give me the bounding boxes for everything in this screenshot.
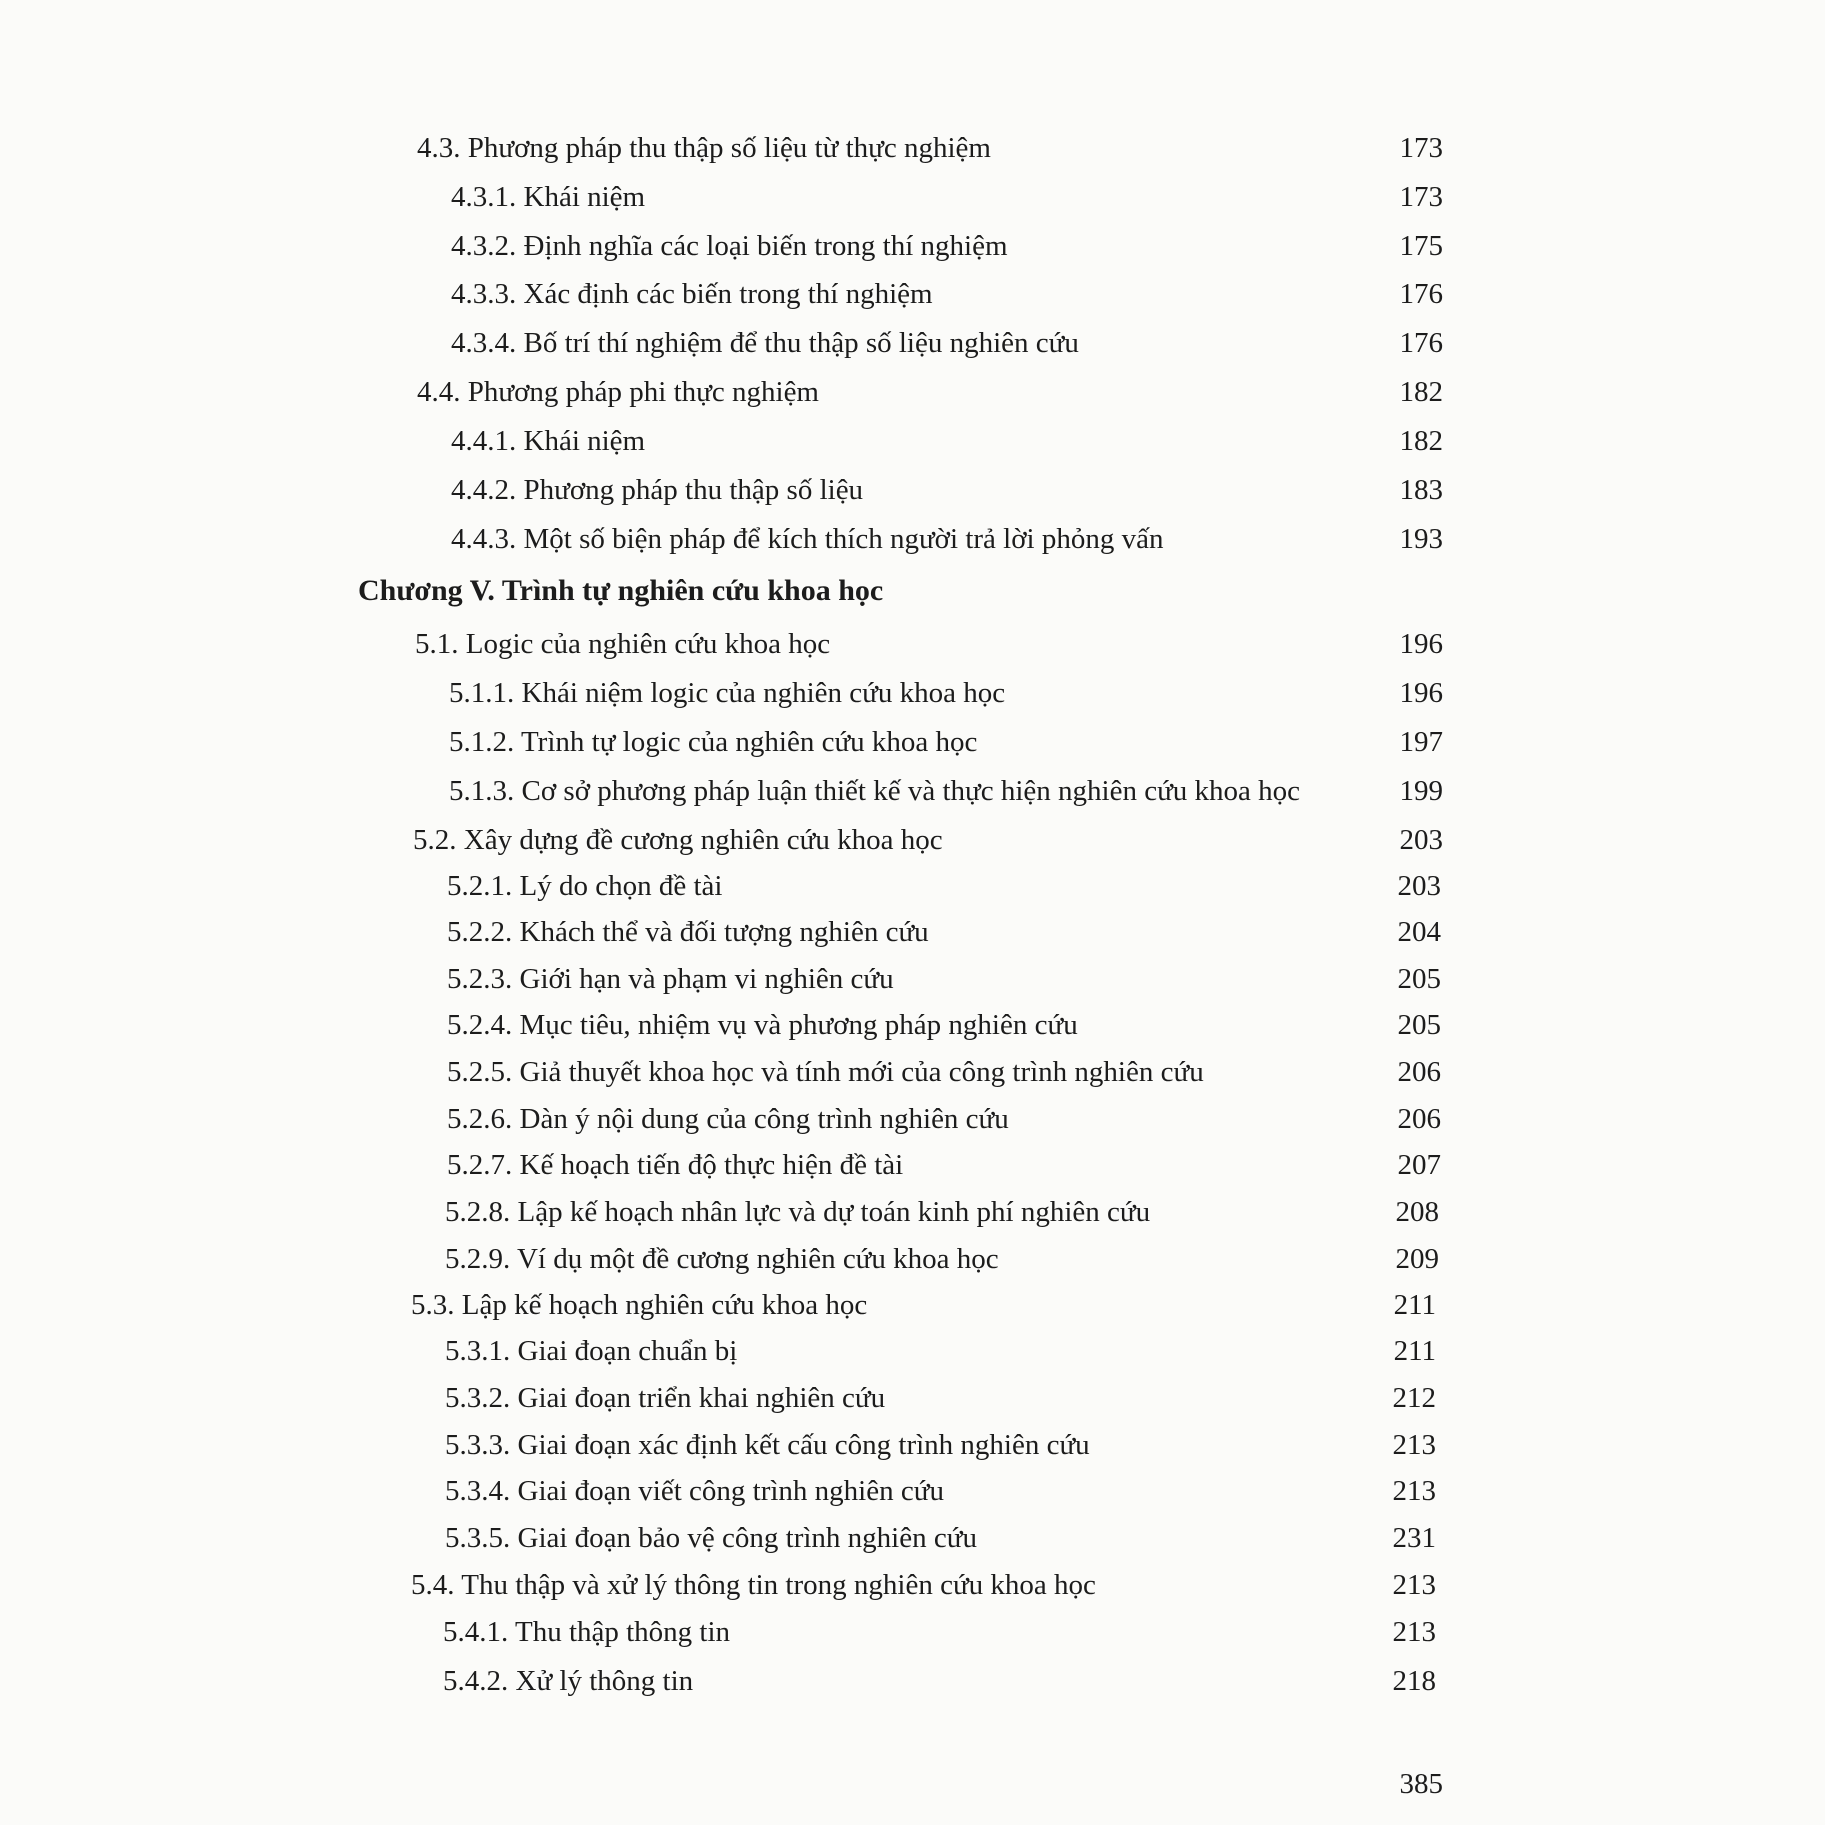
- toc-entry-page: 218: [1392, 1665, 1436, 1697]
- toc-entry: [415, 622, 1443, 666]
- toc-entry-title: 5.2.4. Mục tiêu, nhiệm vụ và phương pháp nghiên cứu: [447, 1009, 1078, 1041]
- page-number: 385: [1399, 1768, 1443, 1800]
- toc-entry-page: 205: [1397, 963, 1441, 995]
- toc-entry: [451, 272, 1443, 316]
- toc-entry-page: 193: [1399, 523, 1443, 555]
- toc-entry: [451, 175, 1443, 219]
- toc-entry: [451, 321, 1443, 365]
- toc-entry-page: 203: [1399, 824, 1443, 856]
- toc-entry-title: 5.1.3. Cơ sở phương pháp luận thiết kế và thực hiện nghiên cứu khoa học: [449, 775, 1301, 807]
- toc-entry-title: 5.2.7. Kế hoạch tiến độ thực hiện đề tài: [447, 1149, 904, 1181]
- toc-entry-page: 207: [1397, 1149, 1441, 1181]
- toc-entry-title: 5.2.9. Ví dụ một đề cương nghiên cứu khoa học: [445, 1243, 999, 1275]
- toc-entry-title: 5.2.8. Lập kế hoạch nhân lực và dự toán kinh phí nghiên cứu: [445, 1196, 1151, 1228]
- toc-entry: [447, 1003, 1441, 1047]
- toc-entry-title: 5.2.1. Lý do chọn đề tài: [447, 870, 723, 902]
- toc-entry-page: 208: [1395, 1196, 1439, 1228]
- toc-entry-page: 173: [1399, 132, 1443, 164]
- toc-entry: [451, 517, 1443, 561]
- toc-entry: [445, 1376, 1436, 1420]
- toc-entry-title: 5.1.1. Khái niệm logic của nghiên cứu khoa học: [449, 677, 1006, 709]
- toc-entry-page: 205: [1397, 1009, 1441, 1041]
- toc-entry: [447, 957, 1441, 1001]
- toc-entry: [411, 1563, 1436, 1607]
- toc-entry: [447, 1050, 1441, 1094]
- toc-entry-page: 213: [1392, 1429, 1436, 1461]
- toc-entry: [449, 720, 1443, 764]
- toc-entry-title: 5.1. Logic của nghiên cứu khoa học: [415, 628, 831, 660]
- toc-entry-title: 5.3.3. Giai đoạn xác định kết cấu công trình nghiên cứu: [445, 1429, 1090, 1461]
- toc-entry: [413, 818, 1443, 862]
- toc-entry: [443, 1610, 1436, 1654]
- toc-entry: [451, 224, 1443, 268]
- toc-entry-title: 4.4.3. Một số biện pháp để kích thích người trả lời phỏng vấn: [451, 523, 1164, 555]
- toc-entry-title: 5.3. Lập kế hoạch nghiên cứu khoa học: [411, 1289, 868, 1321]
- toc-chapter-heading: [358, 569, 1443, 613]
- toc-entry-title: 5.4. Thu thập và xử lý thông tin trong nghiên cứu khoa học: [411, 1569, 1096, 1601]
- toc-entry-page: 176: [1399, 278, 1443, 310]
- toc-entry: [445, 1469, 1436, 1513]
- toc-entry-title: 5.3.5. Giai đoạn bảo vệ công trình nghiên cứu: [445, 1522, 977, 1554]
- toc-entry-title: 5.2.5. Giả thuyết khoa học và tính mới của công trình nghiên cứu: [447, 1056, 1204, 1088]
- toc-entry: [451, 468, 1443, 512]
- toc-entry-page: 211: [1393, 1289, 1436, 1321]
- toc-entry: [445, 1516, 1436, 1560]
- toc-entry-page: 175: [1399, 230, 1443, 262]
- toc-entry-title: 4.3.3. Xác định các biến trong thí nghiệm: [451, 278, 933, 310]
- toc-entry-title: 4.3.4. Bố trí thí nghiệm để thu thập số liệu nghiên cứu: [451, 327, 1079, 359]
- toc-entry-title: 4.4. Phương pháp phi thực nghiệm: [417, 376, 819, 408]
- toc-entry-title: 5.3.2. Giai đoạn triển khai nghiên cứu: [445, 1382, 886, 1414]
- toc-entry-title: 5.3.1. Giai đoạn chuẩn bị: [445, 1335, 738, 1367]
- toc-entry-title: 5.4.1. Thu thập thông tin: [443, 1616, 731, 1648]
- toc-entry-page: 199: [1399, 775, 1443, 807]
- toc-entry: [449, 671, 1443, 715]
- toc-entry-page: 206: [1397, 1056, 1441, 1088]
- toc-entry-page: 197: [1399, 726, 1443, 758]
- toc-entry: [445, 1190, 1439, 1234]
- toc-entry: [451, 419, 1443, 463]
- toc-entry-page: 231: [1392, 1522, 1436, 1554]
- toc-entry-page: 173: [1399, 181, 1443, 213]
- toc-entry: [411, 1283, 1436, 1327]
- toc-entry-page: 203: [1397, 870, 1441, 902]
- toc-entry: [445, 1423, 1436, 1467]
- toc-entry-title: 4.4.2. Phương pháp thu thập số liệu: [451, 474, 864, 506]
- toc-entry: [447, 1143, 1441, 1187]
- toc-entry-title: 4.3. Phương pháp thu thập số liệu từ thực nghiệm: [417, 132, 991, 164]
- toc-entry: [447, 1097, 1441, 1141]
- toc-entry-page: 182: [1399, 425, 1443, 457]
- toc-entry-title: 5.2. Xây dựng đề cương nghiên cứu khoa học: [413, 824, 943, 856]
- toc-entry: [445, 1329, 1436, 1373]
- toc-entry-page: 196: [1399, 628, 1443, 660]
- toc-entry-title: 5.2.3. Giới hạn và phạm vi nghiên cứu: [447, 963, 894, 995]
- toc-entry-page: 211: [1393, 1335, 1436, 1367]
- toc-entry-page: 212: [1392, 1382, 1436, 1414]
- toc-entry: [417, 126, 1443, 170]
- toc-entry-page: 176: [1399, 327, 1443, 359]
- toc-entry: [447, 864, 1441, 908]
- toc-entry-page: 213: [1392, 1569, 1436, 1601]
- toc-entry-title: 4.3.1. Khái niệm: [451, 181, 646, 213]
- toc-entry: [417, 370, 1443, 414]
- toc-entry-page: 213: [1392, 1475, 1436, 1507]
- toc-chapter-title: Chương V. Trình tự nghiên cứu khoa học: [358, 574, 884, 607]
- toc-entry: [449, 769, 1443, 813]
- toc-entry-title: 5.3.4. Giai đoạn viết công trình nghiên cứu: [445, 1475, 944, 1507]
- toc-entry-page: 182: [1399, 376, 1443, 408]
- toc-entry-page: 213: [1392, 1616, 1436, 1648]
- toc-entry-page: 209: [1395, 1243, 1439, 1275]
- toc-entry-title: 5.2.6. Dàn ý nội dung của công trình nghiên cứu: [447, 1103, 1009, 1135]
- toc-entry-title: 4.3.2. Định nghĩa các loại biến trong thí nghiệm: [451, 230, 1008, 262]
- toc-entry-title: 5.1.2. Trình tự logic của nghiên cứu khoa học: [449, 726, 978, 758]
- toc-entry-page: 196: [1399, 677, 1443, 709]
- toc-entry: [445, 1237, 1439, 1281]
- toc-entry-page: 183: [1399, 474, 1443, 506]
- toc-entry-page: 206: [1397, 1103, 1441, 1135]
- toc-entry-title: 5.4.2. Xử lý thông tin: [443, 1665, 694, 1697]
- toc-entry: [447, 910, 1441, 954]
- toc-entry-page: 204: [1397, 916, 1441, 948]
- toc-entry-title: 4.4.1. Khái niệm: [451, 425, 646, 457]
- toc-entry-title: 5.2.2. Khách thể và đối tượng nghiên cứu: [447, 916, 929, 948]
- toc-entry: [443, 1659, 1436, 1703]
